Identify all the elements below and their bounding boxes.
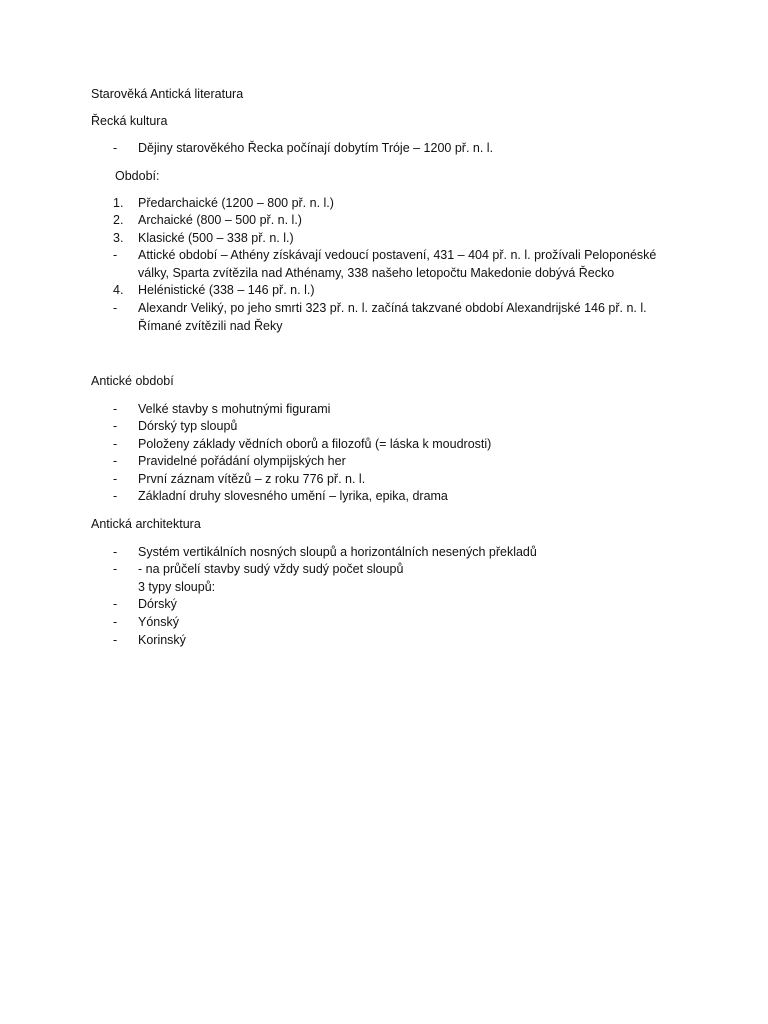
list-marker: -: [113, 472, 118, 486]
list-marker: -: [113, 545, 118, 559]
list-marker: -: [113, 248, 118, 262]
list-item-text: Předarchaické (1200 – 800 př. n. l.): [138, 196, 334, 210]
list-item-text: Systém vertikálních nosných sloupů a horizontálních nesených překladů: [138, 545, 537, 559]
list-marker: -: [113, 419, 118, 433]
document-title: Starověká Antická literatura: [91, 87, 244, 101]
list-item-text: Dórský: [138, 597, 177, 611]
list-marker: -: [113, 562, 118, 576]
list-marker: -: [113, 597, 118, 611]
list-marker: -: [113, 615, 118, 629]
list-item-text: Archaické (800 – 500 př. n. l.): [138, 213, 302, 227]
list-marker: 1.: [113, 196, 124, 210]
list-marker: -: [113, 633, 118, 647]
periods-label: Období:: [115, 169, 160, 183]
list-item-text: 3 typy sloupů:: [138, 580, 216, 594]
section-heading-architecture: Antická architektura: [91, 517, 201, 531]
list-item-text: Alexandr Veliký, po jeho smrti 323 př. n. l. začíná takzvané období Alexandrijské 146 př. n. l.: [138, 301, 647, 315]
section-heading-greek-culture: Řecká kultura: [91, 114, 168, 128]
list-marker: 2.: [113, 213, 124, 227]
list-item-text: Základní druhy slovesného umění – lyrika, epika, drama: [138, 489, 448, 503]
list-marker: 3.: [113, 231, 124, 245]
list-item-text: První záznam vítězů – z roku 776 př. n. l.: [138, 472, 366, 486]
list-item-text: Pravidelné pořádání olympijských her: [138, 454, 346, 468]
list-marker: -: [113, 402, 118, 416]
list-item-text: - na průčelí stavby sudý vždy sudý počet sloupů: [138, 562, 404, 576]
list-item-text-continued: Římané zvítězili nad Řeky: [138, 319, 283, 333]
list-item-text: Velké stavby s mohutnými figurami: [138, 402, 331, 416]
list-marker: -: [113, 437, 118, 451]
list-marker: -: [113, 301, 118, 315]
list-marker: -: [113, 141, 118, 155]
list-item-text: Attické období – Athény získávají vedoucí postavení, 431 – 404 př. n. l. prožívali Peloponéské: [138, 248, 657, 262]
list-marker: 4.: [113, 283, 124, 297]
list-item-text: Klasické (500 – 338 př. n. l.): [138, 231, 294, 245]
list-item-text: Položeny základy vědních oborů a filozofů (= láska k moudrosti): [138, 437, 492, 451]
list-marker: -: [113, 454, 118, 468]
section-heading-antique-period: Antické období: [91, 374, 174, 388]
list-marker: -: [113, 489, 118, 503]
list-item-text: Helénistické (338 – 146 př. n. l.): [138, 283, 315, 297]
list-item-text: Dórský typ sloupů: [138, 419, 238, 433]
list-item-text: Dějiny starověkého Řecka počínají dobytím Tróje – 1200 př. n. l.: [138, 141, 494, 155]
list-item-text: Yónský: [138, 615, 179, 629]
list-item-text-continued: války, Sparta zvítězila nad Athénamy, 338 našeho letopočtu Makedonie dobývá Řecko: [138, 266, 615, 280]
list-item-text: Korinský: [138, 633, 186, 647]
